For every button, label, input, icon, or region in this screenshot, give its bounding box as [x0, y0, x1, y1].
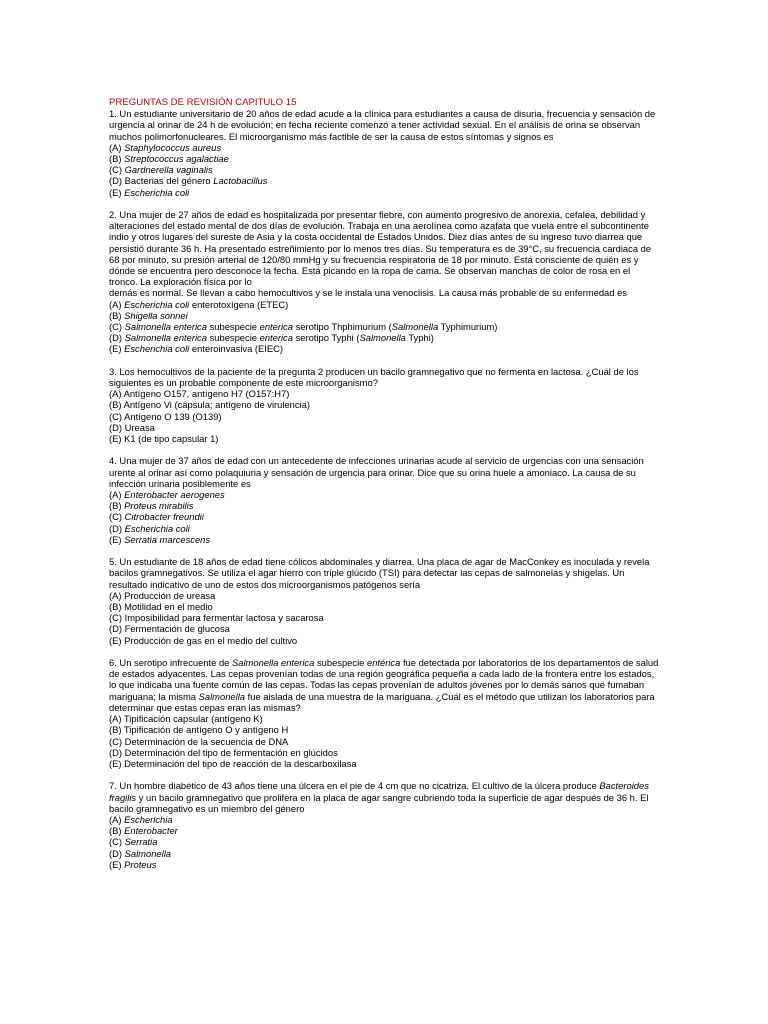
question-stem: 3. Los hemocultivos de la paciente de la pregunta 2 producen un bacilo gramnegativo que no fermenta en lactosa. ¿Cuál de los siguientes es un probable componente de este microorganismo? — [109, 365, 639, 389]
question-5 — [109, 556, 659, 646]
option-a: (A) Tipificación capsular (antígeno K) — [109, 713, 263, 725]
question-stem: 2. Una mujer de 27 años de edad es hospitalizada por presentar fiebre, con aumento progresivo de anorexia, cefalea, debilidad y alteraciones del estado mental de dos días de evolución. Trabaja en una aerolínea como azafata que vuela entre el subcontinente indio y otros lugares del sureste de Asia y la costa occidental de Estados Unidos. Diez días antes de su ingreso tuvo diarrea que persistió durante 36 h. Ha presentado estreñimiento por lo menos tres días. Su temperatura es de 39°C, su frecuencia cardiaca de 68 por minuto, su presión arterial de 120/80 mmHg y su frecuencia respiratoria de 18 por minuto. Está consciente de quién es y dónde se encuentra pero desconoce la fecha. Está picando en la ropa de cama. Se observan manchas de color de rosa en el tronco. La exploración física por lo — [109, 209, 652, 288]
option-e: (E) Determinación del tipo de reacción de la descarboxilasa — [109, 757, 357, 769]
option-b: (B) Proteus mirabilis — [109, 500, 194, 512]
options-list — [109, 713, 659, 769]
option-a: (A) Staphylococcus aureus — [109, 141, 222, 153]
option-d: (D) Salmonella enterica subespecie enterica serotipo Typhi (Salmonella Typhi) — [109, 332, 434, 344]
option-c: (C) Gardnerella vaginalis — [109, 164, 213, 176]
option-d: (D) Fermentación de glucosa — [109, 623, 230, 635]
option-a: (A) Producción de ureasa — [109, 589, 216, 601]
question-stem-continued: demás es normal. Se llevan a cabo hemocultivos y se le instala una venoclisis. La causa más probable de su enfermedad es — [109, 287, 627, 299]
option-c: (C) Determinación de la secuencia de DNA — [109, 735, 289, 747]
option-c: (C) Antígeno O 139 (O139) — [109, 410, 222, 422]
question-stem: 7. Un hombre diabético de 43 años tiene una úlcera en el pie de 4 cm que no cicatriza. El cultivo de la úlcera produce Bacteroides fragilis y un bacilo gramnegativo que prolifera en la placa de agar sangre cubriendo toda la superficie de agar después de 36 h. El bacilo gramnegativo es un miembro del género — [109, 780, 649, 814]
question-2 — [109, 209, 659, 355]
option-c: (C) Serratia — [109, 836, 158, 848]
option-b: (B) Shigella sonnei — [109, 309, 188, 321]
option-d: (D) Bacterias del género Lactobacillus — [109, 175, 268, 187]
options-list — [109, 388, 659, 444]
option-e: (E) Proteus — [109, 858, 157, 870]
option-d: (D) Escherichia coli — [109, 522, 190, 534]
option-b: (B) Enterobacter — [109, 825, 178, 837]
option-c: (C) Imposibilidad para fermentar lactosa y sacarosa — [109, 612, 324, 624]
question-stem: 1. Un estudiante universitario de 20 años de edad acude a la clínica para estudiantes a causa de disuria, frecuencia y sensación de urgencia al orinar de 24 h de evolución; en fecha reciente comenzó a tener actividad sexual. En el análisis de orina se observan muchos polimorfonucleares. El microorganismo más factible de ser la causa de estos síntomas y signos es — [109, 108, 656, 142]
document-page — [109, 97, 659, 881]
question-3 — [109, 366, 659, 444]
option-b: (B) Antígeno Vi (cápsula; antígeno de virulencia) — [109, 399, 310, 411]
option-e: (E) Escherichia coli enteroinvasiva (EIEC) — [109, 343, 284, 355]
question-stem: 4. Una mujer de 37 años de edad con un antecedente de infecciones urinarias acude al servicio de urgencias con una sensación urente al orinar así como polaquiuria y sensación de urgencia para orinar. Dice que su orina huele a amoniaco. La causa de su infección urinaria posiblemente es — [109, 455, 644, 489]
options-list — [109, 489, 659, 545]
option-a: (A) Enterobacter aerogenes — [109, 489, 225, 501]
option-c: (C) Salmonella enterica subespecie enterica serotipo Thphimurium (Salmonella Typhimurium) — [109, 321, 498, 333]
question-7 — [109, 780, 659, 870]
question-stem: 5. Un estudiante de 18 años de edad tiene cólicos abdominales y diarrea. Una placa de agar de MacConkey es inoculada y revela bacilos gramnegativos. Se utiliza el agar hierro con triple glúcido (TSI) para detectar las cepas de salmonelas y shigelas. Un resultado indicativo de uno de estos dos microorganismos patógenos sería — [109, 556, 650, 590]
option-e: (E) Escherichia coli — [109, 186, 190, 198]
option-d: (D) Salmonella — [109, 847, 172, 859]
option-b: (B) Tipificación de antígeno O y antígeno H — [109, 724, 289, 736]
options-list — [109, 814, 659, 870]
option-e: (E) Serratia marcescens — [109, 533, 211, 545]
option-e: (E) Producción de gas en el medio del cultivo — [109, 634, 298, 646]
question-1 — [109, 108, 659, 198]
question-4 — [109, 455, 659, 545]
option-a: (A) Escherichia coli enterotoxígena (ETEC) — [109, 298, 289, 310]
option-d: (D) Ureasa — [109, 421, 155, 433]
question-stem: 6. Un serotipo infrecuente de Salmonella enterica subespecie entérica fue detectada por laboratorios de los departamentos de salud de estados adyacentes. Las cepas provenían todas de una región geográfica pequeña a cada lado de la frontera entre los estados, lo que indicaba una fuente común de las cepas. Todas las cepas provenían de adultos jóvenes por lo demás sanos que fumaban mariguana; la misma Salmonella fue aislada de una muestra de la mariguana. ¿Cuál es el método que utilizan los laboratorios para determinar que estas cepas eran las mismas? — [109, 657, 659, 713]
option-d: (D) Determinación del tipo de fermentación en glúcidos — [109, 746, 338, 758]
option-c: (C) Citrobacter freundii — [109, 511, 204, 523]
document-title: PREGUNTAS DE REVISIÓN CAPITULO 15 — [109, 97, 297, 108]
option-b: (B) Streptococcus agalactiae — [109, 153, 229, 165]
options-list — [109, 299, 659, 355]
option-e: (E) K1 (de tipo capsular 1) — [109, 433, 219, 445]
options-list — [109, 590, 659, 646]
option-b: (B) Motilidad en el medio — [109, 601, 213, 613]
option-a: (A) Antígeno O157, antígeno H7 (O157:H7) — [109, 388, 290, 400]
option-a: (A) Escherichia — [109, 813, 173, 825]
question-6 — [109, 657, 659, 769]
